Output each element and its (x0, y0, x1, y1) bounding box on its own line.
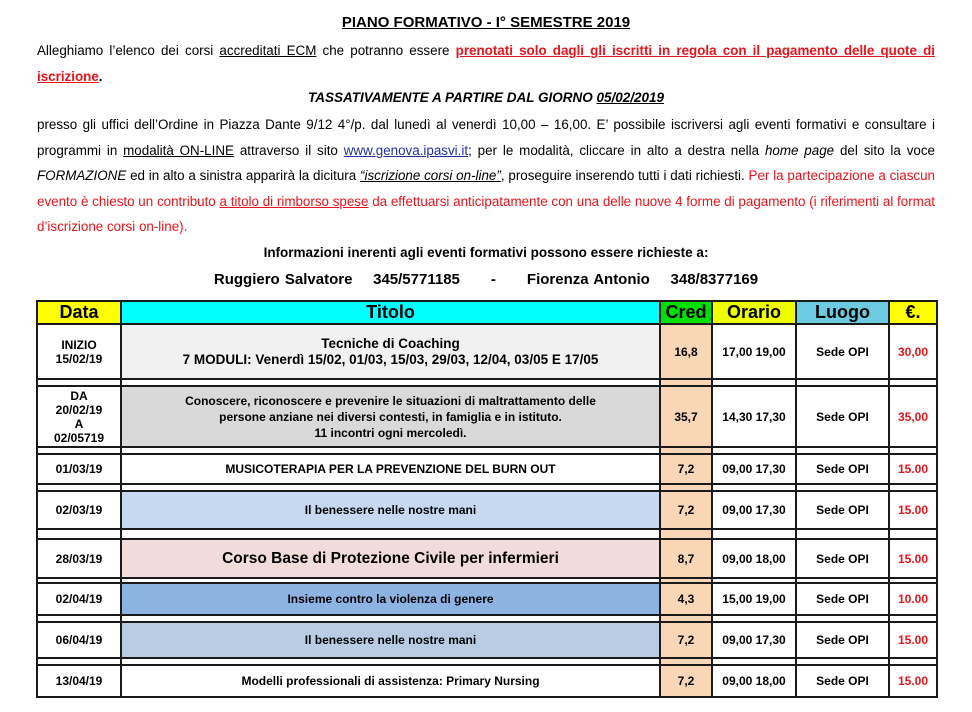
spacer-cell (660, 529, 712, 539)
spacer-cell (796, 447, 889, 454)
spacer-cell (121, 615, 660, 622)
spacer-cell (712, 379, 796, 386)
spacer-cell (712, 447, 796, 454)
spacer-cell (37, 615, 121, 622)
cell-location: Sede OPI (796, 491, 889, 529)
cell-credits: 8,7 (660, 539, 712, 578)
courses-table (36, 300, 938, 698)
ecm-accredited-text: accreditati ECM (219, 43, 317, 58)
cell-location: Sede OPI (796, 454, 889, 484)
spacer-cell (660, 484, 712, 491)
cell-price: 15.00 (889, 622, 937, 658)
document-title: PIANO FORMATIVO - I° SEMESTRE 2019 (341, 14, 631, 31)
online-mode-text: modalità ON-LINE (123, 142, 234, 158)
cell-time: 14,30 17,30 (712, 386, 796, 447)
spacer-row (37, 529, 937, 539)
cell-price: 15.00 (889, 491, 937, 529)
spacer-cell (712, 615, 796, 622)
column-header-titolo: Titolo (121, 301, 660, 324)
spacer-row (37, 379, 937, 386)
spacer-cell (889, 379, 937, 386)
spacer-cell (121, 379, 660, 386)
cell-time: 15,00 19,00 (712, 583, 796, 615)
spacer-cell (889, 447, 937, 454)
contact-2-phone: 348/8377169 (670, 271, 759, 288)
table-row[interactable] (37, 324, 937, 379)
spacer-cell (889, 529, 937, 539)
spacer-cell (37, 447, 121, 454)
cell-location: Sede OPI (796, 539, 889, 578)
cell-date: 01/03/19 (37, 454, 121, 484)
cell-date: 28/03/19 (37, 539, 121, 578)
cell-price: 35,00 (889, 386, 937, 447)
intro-paragraph: Alleghiamo l’elenco dei corsi accreditati ECM che potranno essere prenotati solo dagli gli iscritti in regola con il pagamento delle quote di iscrizione. (37, 43, 936, 84)
spacer-cell (712, 658, 796, 665)
contact-1-name: Ruggiero Salvatore (213, 271, 353, 288)
cell-date: 06/04/19 (37, 622, 121, 658)
info-line: Informazioni inerenti agli eventi formativi possono essere richieste a: (263, 245, 709, 260)
payment-notice: Per la partecipazione a ciascun evento è chiesto un contributo a titolo di rimborso spese da effettuarsi anticipatamente con una delle nuove 4 forme di pagamento (i riferimenti al format d’iscrizione corsi on-line). (37, 168, 935, 234)
spacer-cell (796, 484, 889, 491)
spacer-cell (121, 484, 660, 491)
table-row[interactable] (37, 386, 937, 447)
cell-date: INIZIO 15/02/19 (37, 324, 121, 379)
spacer-cell (121, 447, 660, 454)
cell-time: 09,00 17,30 (712, 454, 796, 484)
spacer-cell (37, 379, 121, 386)
spacer-row (37, 658, 937, 665)
registration-requirement-text: prenotati solo dagli gli iscritti in regola con il pagamento delle quote di iscrizione (37, 43, 936, 84)
column-header-price: €. (889, 301, 937, 324)
instructions-paragraph: presso gli uffici dell’Ordine in Piazza Dante 9/12 4°/p. dal lunedì al venerdì 10,00 – 16,00. E’ possibile iscriversi agli eventi formativi e consultare i programmi in modalità ON-LINE attraverso il sito www.genova.ipasvi.it; per le modalità, cliccare in alto a destra nella home page del sito la voce FORMAZIONE ed in alto a sinistra apparirà la dicitura “iscrizione corsi on-line”, proseguire inserendo tutti i dati richiesti. Per la partecipazione a ciascun evento è chiesto un contributo a titolo di rimborso spese da effettuarsi anticipatamente con una delle nuove 4 forme di pagamento (i riferimenti al format d’iscrizione corsi on-line). (37, 117, 935, 234)
cell-credits: 7,2 (660, 665, 712, 697)
spacer-cell (712, 484, 796, 491)
deadline-date: 05/02/2019 (596, 90, 665, 105)
cell-credits: 4,3 (660, 583, 712, 615)
column-header-cred: Cred (660, 301, 712, 324)
cell-title: Conoscere, riconoscere e prevenire le situazioni di maltrattamento delle persone anziane nei diversi contesti, in famiglia e in istituto. 11 incontri ogni mercoledì. (121, 386, 660, 447)
spacer-cell (889, 484, 937, 491)
spacer-row (37, 615, 937, 622)
deadline-heading: TASSATIVAMENTE A PARTIRE DAL GIORNO 05/02/2019 (307, 90, 665, 105)
spacer-cell (37, 529, 121, 539)
cell-time: 09,00 17,30 (712, 491, 796, 529)
cell-price: 15.00 (889, 539, 937, 578)
cell-date: 02/03/19 (37, 491, 121, 529)
contact-1-phone: 345/5771185 (373, 271, 460, 288)
spacer-cell (796, 658, 889, 665)
contacts-line (0, 271, 972, 288)
cell-price: 30,00 (889, 324, 937, 379)
table-row[interactable] (37, 622, 937, 658)
column-header-data: Data (37, 301, 121, 324)
spacer-cell (889, 615, 937, 622)
cell-time: 17,00 19,00 (712, 324, 796, 379)
cell-time: 09,00 18,00 (712, 665, 796, 697)
spacer-cell (889, 658, 937, 665)
cell-title: Corso Base di Protezione Civile per infermieri (121, 539, 660, 578)
cell-title: Tecniche di Coaching 7 MODULI: Venerdì 15/02, 01/03, 15/03, 29/03, 12/04, 03/05 E 17/05 (121, 324, 660, 379)
cell-price: 10.00 (889, 583, 937, 615)
table-row[interactable] (37, 665, 937, 697)
spacer-cell (660, 379, 712, 386)
cell-date: 02/04/19 (37, 583, 121, 615)
table-row[interactable] (37, 454, 937, 484)
spacer-cell (712, 529, 796, 539)
cell-title: Modelli professionali di assistenza: Primary Nursing (121, 665, 660, 697)
cell-location: Sede OPI (796, 386, 889, 447)
spacer-row (37, 484, 937, 491)
spacer-cell (121, 529, 660, 539)
website-link[interactable]: www.genova.ipasvi.it (343, 142, 469, 158)
spacer-cell (796, 529, 889, 539)
column-header-luogo: Luogo (796, 301, 889, 324)
cell-credits: 7,2 (660, 454, 712, 484)
cell-credits: 7,2 (660, 622, 712, 658)
cell-date: 13/04/19 (37, 665, 121, 697)
cell-price: 15.00 (889, 454, 937, 484)
cell-date: DA 20/02/19 A 02/05719 (37, 386, 121, 447)
cell-credits: 7,2 (660, 491, 712, 529)
cell-title: Il benessere nelle nostre mani (121, 622, 660, 658)
cell-title: MUSICOTERAPIA PER LA PREVENZIONE DEL BURN OUT (121, 454, 660, 484)
spacer-cell (37, 658, 121, 665)
table-row[interactable] (37, 539, 937, 578)
cell-time: 09,00 17,30 (712, 622, 796, 658)
spacer-cell (37, 484, 121, 491)
cell-title: Insieme contro la violenza di genere (121, 583, 660, 615)
spacer-cell (796, 379, 889, 386)
table-row[interactable] (37, 583, 937, 615)
column-header-orario: Orario (712, 301, 796, 324)
table-header-row (37, 301, 937, 324)
spacer-row (37, 447, 937, 454)
cell-location: Sede OPI (796, 583, 889, 615)
spacer-cell (660, 658, 712, 665)
cell-title: Il benessere nelle nostre mani (121, 491, 660, 529)
cell-location: Sede OPI (796, 324, 889, 379)
cell-time: 09,00 18,00 (712, 539, 796, 578)
spacer-cell (660, 615, 712, 622)
table-row[interactable] (37, 491, 937, 529)
cell-location: Sede OPI (796, 622, 889, 658)
cell-location: Sede OPI (796, 665, 889, 697)
spacer-cell (121, 658, 660, 665)
spacer-cell (660, 447, 712, 454)
contact-separator: - (490, 271, 496, 288)
spacer-cell (796, 615, 889, 622)
cell-credits: 35,7 (660, 386, 712, 447)
cell-credits: 16,8 (660, 324, 712, 379)
contact-2-name: Fiorenza Antonio (526, 271, 650, 288)
cell-price: 15.00 (889, 665, 937, 697)
